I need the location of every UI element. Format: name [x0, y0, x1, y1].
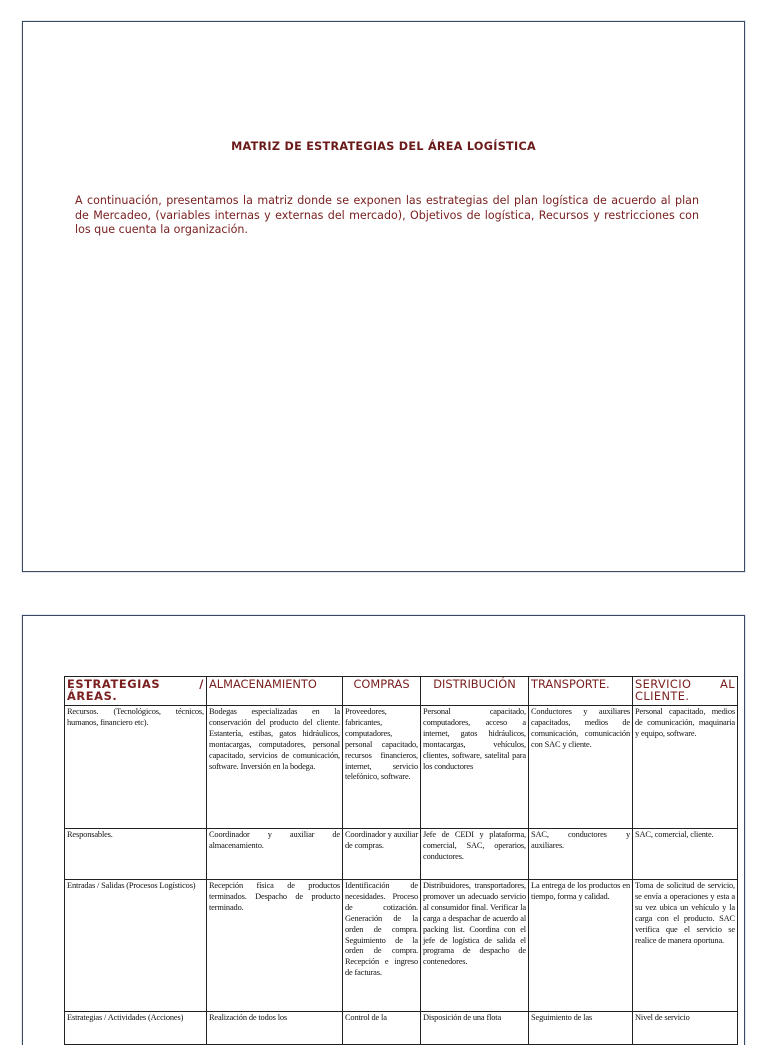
table-cell: Jefe de CEDI y plataforma, comercial, SAC, operarios, conductores. [421, 829, 529, 880]
table-cell: SAC, comercial, cliente. [633, 829, 738, 880]
table-header-row [65, 677, 738, 706]
table-row [65, 880, 738, 1012]
table-cell: Seguimiento de las [529, 1012, 633, 1045]
table-row [65, 1012, 738, 1045]
table-cell: Disposición de una flota [421, 1012, 529, 1045]
document-page-2 [22, 615, 745, 1045]
header-cell: DISTRIBUCIÓN [421, 677, 529, 706]
table-row [65, 829, 738, 880]
table-row [65, 706, 738, 829]
table-cell: Nivel de servicio [633, 1012, 738, 1045]
table-cell: SAC, conductores y auxiliares. [529, 829, 633, 880]
table-cell: Realización de todos los [207, 1012, 343, 1045]
table-cell: Identificación de necesidades. Proceso de cotización. Generación de la orden de compra. Seguimiento de la orden de compra. Recepción e ingreso de facturas. [343, 880, 421, 1012]
table-cell: Personal capacitado, computadores, acceso a internet, gatos hidráulicos, montacargas, vehículos, clientes, software, satelital para los conductores [421, 706, 529, 829]
row-label: Estrategias / Actividades (Acciones) [65, 1012, 207, 1045]
header-cell: SERVICIO AL CLIENTE. [633, 677, 738, 706]
table-cell: La entrega de los productos en tiempo, forma y calidad. [529, 880, 633, 1012]
document-page-1 [22, 21, 745, 572]
table-cell: Personal capacitado, medios de comunicación, maquinaria y equipo, software. [633, 706, 738, 829]
header-cell: TRANSPORTE. [529, 677, 633, 706]
row-label: Recursos. (Tecnológicos, técnicos, humanos, financiero etc). [65, 706, 207, 829]
strategy-matrix-table [64, 676, 738, 1045]
table-cell: Control de la [343, 1012, 421, 1045]
header-cell: ALMACENAMIENTO [207, 677, 343, 706]
intro-paragraph: A continuación, presentamos la matriz donde se exponen las estrategias del plan logística de acuerdo al plan de Mercadeo, (variables internas y externas del mercado), Objetivos de logística, Recursos y restricciones con los que cuenta la organización. [75, 194, 699, 236]
table-cell: Proveedores, fabricantes, computadores, personal capacitado, recursos financieros, internet, servicio telefónico, software. [343, 706, 421, 829]
table-cell: Coordinador y auxiliar de compras. [343, 829, 421, 880]
document-title: MATRIZ DE ESTRATEGIAS DEL ÁREA LOGÍSTICA [231, 140, 536, 153]
header-cell: ESTRATEGIAS / ÁREAS. [65, 677, 207, 706]
table-cell: Recepción física de productos terminados. Despacho de producto terminado. [207, 880, 343, 1012]
table-cell: Conductores y auxiliares capacitados, medios de comunicación, comunicación con SAC y cliente. [529, 706, 633, 829]
table-cell: Toma de solicitud de servicio, se envía a operaciones y esta a su vez ubica un vehículo y la carga con el producto. SAC verifica que el servicio se realice de manera oportuna. [633, 880, 738, 1012]
header-cell: COMPRAS [343, 677, 421, 706]
table-cell: Coordinador y auxiliar de almacenamiento. [207, 829, 343, 880]
row-label: Entradas / Salidas (Procesos Logísticos) [65, 880, 207, 1012]
table-cell: Bodegas especializadas en la conservación del producto del cliente. Estantería, estibas, gatos hidráulicos, montacargas, computadores, personal capacitado, servicios de comunicación, software. Inversión en la bodega. [207, 706, 343, 829]
row-label: Responsables. [65, 829, 207, 880]
table-cell: Distribuidores, transportadores, promover un adecuado servicio al consumidor final. Verificar la carga a despachar de acuerdo al packing list. Coordina con el jefe de logística de salida el programa de despacho de contenedores. [421, 880, 529, 1012]
